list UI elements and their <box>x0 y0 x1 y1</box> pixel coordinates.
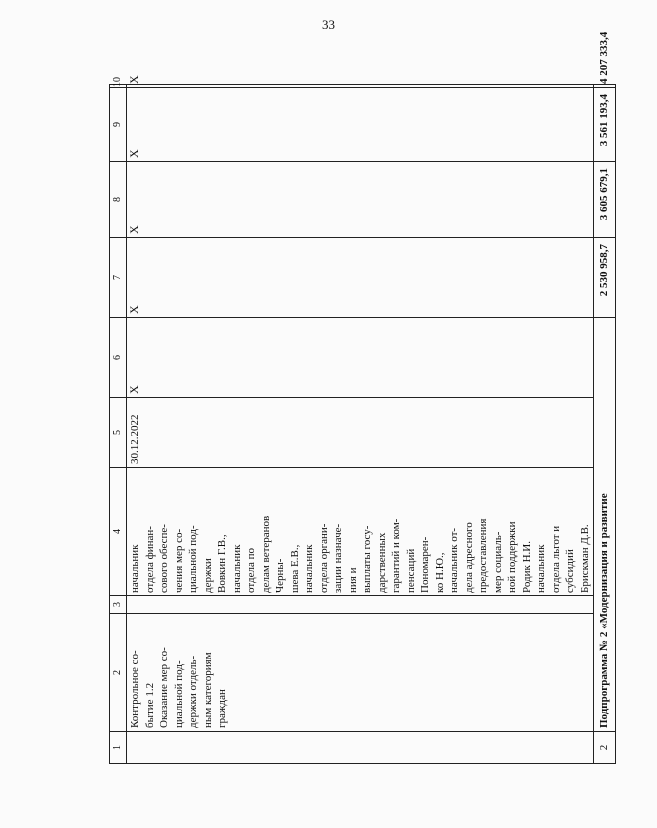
event-col3 <box>127 596 594 614</box>
x-mark: X <box>127 305 141 314</box>
header-cell-2: 2 <box>110 614 127 732</box>
x-mark: X <box>127 225 141 234</box>
header-cell-8: 8 <box>110 162 127 238</box>
event-title: Контрольное со- бытие 1.2 Оказание мер со- циальной под- держки отдель- ным категориям граждан <box>127 614 594 732</box>
event-row <box>127 85 594 764</box>
header-cell-4: 4 <box>110 468 127 596</box>
header-cell-6: 6 <box>110 318 127 398</box>
event-col9 <box>127 88 594 162</box>
event-col10: X <box>127 85 594 88</box>
subprogram-total-col7: 2 530 958,7 <box>594 238 616 318</box>
subprogram-total-col8: 3 605 679,1 <box>594 162 616 238</box>
event-col8 <box>127 162 594 238</box>
header-cell-5: 5 <box>110 398 127 468</box>
header-cell-7: 7 <box>110 238 127 318</box>
x-mark: X <box>127 385 141 394</box>
header-cell-3: 3 <box>110 596 127 614</box>
event-responsible: начальник отдела финан- сового обеспе- чения мер со- циальной под- держки Вовкин Г.В., начальник отдела по делам ветеранов Черны- шева Е.В., начальник отдела органи- зации назначе- ния и выплаты госу- дарственных гарантий и ком- пенсаций Пономарен- ко Н.Ю., начальник от- дела адресного предоставления мер социаль- ной поддержки Родик Н.И. начальник отдела льгот и субсидий Брискман Д.В. <box>127 468 594 596</box>
program-table <box>109 31 616 764</box>
event-col1 <box>127 732 594 764</box>
subprogram-total-col9: 3 561 193,4 <box>594 88 616 162</box>
header-cell-1: 1 <box>110 732 127 764</box>
subprogram-row <box>594 85 616 764</box>
subprogram-title: Подпрограмма № 2 «Модернизация и развитие <box>594 318 616 732</box>
subprogram-number: 2 <box>594 732 616 764</box>
header-cell-10: 10 <box>110 85 127 88</box>
event-deadline: 30.12.2022 <box>127 398 594 468</box>
event-col6 <box>127 318 594 398</box>
page-number: 33 <box>322 17 335 32</box>
event-col7 <box>127 238 594 318</box>
x-mark: X <box>127 149 141 158</box>
subprogram-total-col10: 4 207 333,4 <box>594 85 616 88</box>
header-row <box>110 85 127 764</box>
rotated-table <box>109 31 611 764</box>
header-cell-9: 9 <box>110 88 127 162</box>
